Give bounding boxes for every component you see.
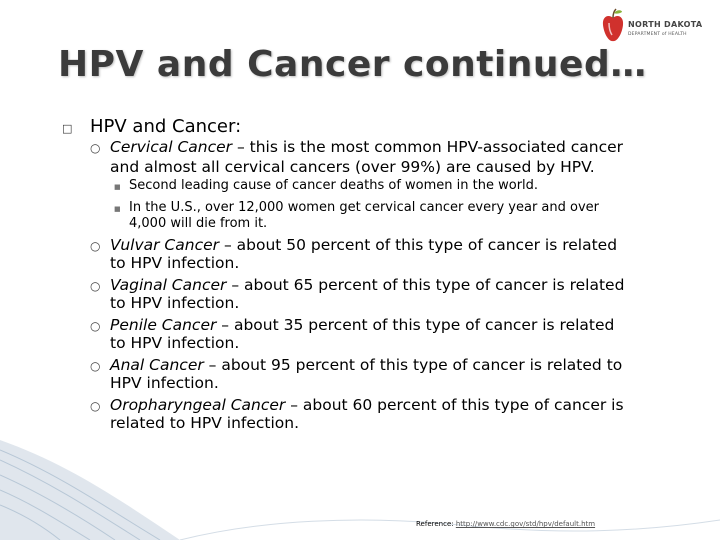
hollow-circle-bullet-icon: ○ <box>90 359 101 373</box>
item-term: Cervical Cancer <box>110 138 233 156</box>
page-title: HPV and Cancer continued… <box>58 44 647 85</box>
item-text: – about 60 percent of this type of cancer is <box>285 396 624 414</box>
item-term: Vulvar Cancer <box>110 236 220 254</box>
item-text: – about 35 percent of this type of cancer is related <box>216 316 615 334</box>
hollow-circle-bullet-icon: ○ <box>90 239 101 253</box>
hollow-circle-bullet-icon: ○ <box>90 141 101 155</box>
sub-item-us-stats: In the U.S., over 12,000 women get cervical cancer every year and over <box>129 200 600 215</box>
main-heading: HPV and Cancer: <box>90 116 242 137</box>
item-text: – about 50 percent of this type of cancer is related <box>219 236 618 254</box>
item-term: Oropharyngeal Cancer <box>110 396 286 414</box>
sub-item-leading-cause: Second leading cause of cancer deaths of women in the world. <box>129 178 539 193</box>
item-term: Anal Cancer <box>110 356 204 374</box>
item-text-continued: and almost all cervical cancers (over 99%) are caused by HPV. <box>110 158 595 176</box>
list-item-cervical <box>110 137 623 157</box>
sub-item-us-stats-continued: 4,000 will die from it. <box>129 216 268 231</box>
small-square-bullet-icon: ■ <box>114 205 121 213</box>
square-bullet-icon: □ <box>62 122 73 135</box>
item-text-continued: to HPV infection. <box>110 334 240 352</box>
list-item-vulvar <box>110 235 617 255</box>
list-item-oropharyngeal <box>110 395 624 415</box>
reference-link[interactable]: http://www.cdc.gov/std/hpv/default.htm <box>455 520 596 528</box>
reference-label: Reference: <box>416 520 456 528</box>
item-text-continued: related to HPV infection. <box>110 414 300 432</box>
list-item-anal <box>110 355 622 375</box>
hollow-circle-bullet-icon: ○ <box>90 279 101 293</box>
item-term: Vaginal Cancer <box>110 276 227 294</box>
item-text-continued: HPV infection. <box>110 374 219 392</box>
reference-note <box>416 520 595 528</box>
item-text: – this is the most common HPV-associated cancer <box>232 138 624 156</box>
item-text: – about 95 percent of this type of cancer is related to <box>203 356 623 374</box>
hollow-circle-bullet-icon: ○ <box>90 399 101 413</box>
item-text-continued: to HPV infection. <box>110 294 240 312</box>
hollow-circle-bullet-icon: ○ <box>90 319 101 333</box>
logo-title: NORTH DAKOTA <box>628 20 703 29</box>
item-text: – about 65 percent of this type of cancer is related <box>226 276 625 294</box>
list-item-penile <box>110 315 614 335</box>
list-item-vaginal <box>110 275 624 295</box>
logo-subtitle: DEPARTMENT of HEALTH <box>628 32 687 37</box>
small-square-bullet-icon: ■ <box>114 183 121 191</box>
item-term: Penile Cancer <box>110 316 217 334</box>
item-text-continued: to HPV infection. <box>110 254 240 272</box>
